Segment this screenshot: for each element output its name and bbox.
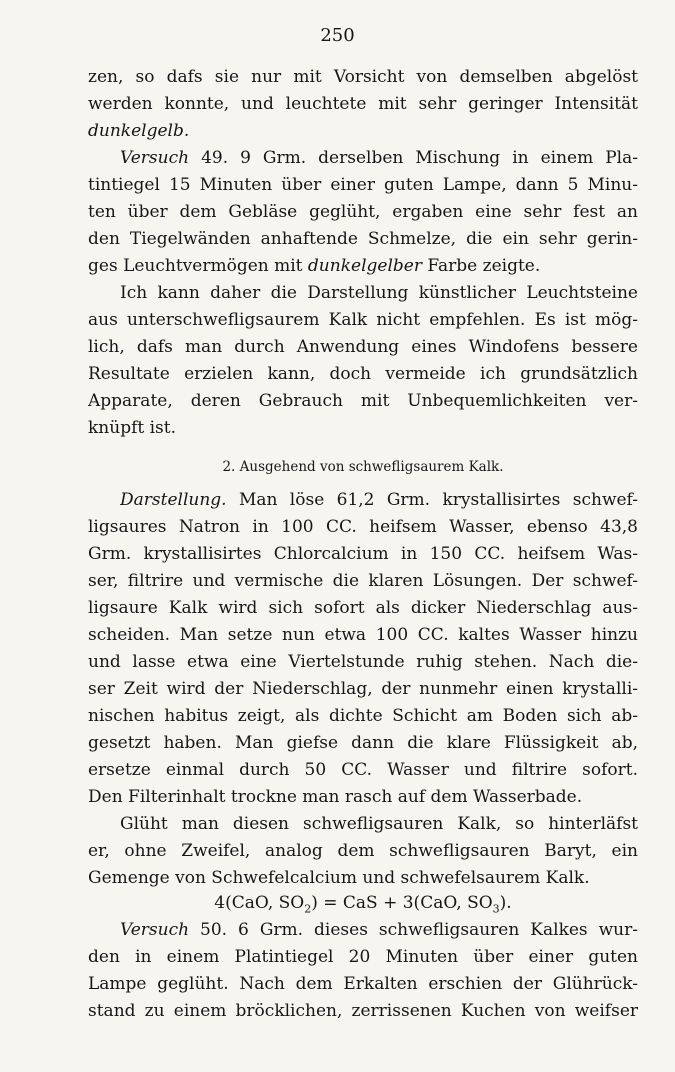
text-line: Apparate, deren Gebrauch mit Unbequemlichkeiten ver-	[88, 391, 638, 411]
text-line: werden konnte, und leuchtete mit sehr geringer Intensität	[88, 94, 638, 114]
text-line: ges Leuchtvermögen mit dunkelgelber Farbe zeigte.	[88, 256, 541, 276]
text-line: den Tiegelwänden anhaftende Schmelze, die ein sehr gerin-	[88, 229, 638, 249]
text-line: Den Filterinhalt trockne man rasch auf dem Wasserbade.	[88, 787, 583, 807]
text-line: den in einem Platintiegel 20 Minuten über einer guten	[88, 947, 638, 967]
text-line: knüpft ist.	[88, 418, 177, 438]
text-line: Versuch 49. 9 Grm. derselben Mischung in einem Pla-	[120, 148, 638, 168]
text-line: und lasse etwa eine Viertelstunde ruhig stehen. Nach die-	[88, 652, 638, 672]
text-line: scheiden. Man setze nun etwa 100 CC. kaltes Wasser hinzu	[88, 625, 638, 645]
page-number: 250	[320, 25, 355, 46]
text-line: lich, dafs man durch Anwendung eines Windofens bessere	[88, 337, 638, 357]
text-line: aus unterschwefligsaurem Kalk nicht empfehlen. Es ist mög-	[88, 310, 638, 330]
text-line: stand zu einem bröcklichen, zerrissenen Kuchen von weifser	[88, 1001, 638, 1021]
text-line: zen, so dafs sie nur mit Vorsicht von demselben abgelöst	[88, 67, 638, 87]
text-line: Darstellung. Man löse 61,2 Grm. krystallisirtes schwef-	[120, 490, 638, 510]
text-line: ten über dem Gebläse geglüht, ergaben eine sehr fest an	[88, 202, 638, 222]
text-line: Resultate erzielen kann, doch vermeide ich grundsätzlich	[88, 364, 638, 384]
chemical-formula: 4(CaO, $SO_2$) = CaS + 3(CaO, $SO_3$).	[214, 893, 512, 916]
text-line: ligsaure Kalk wird sich sofort als dicker Niederschlag aus-	[88, 598, 638, 618]
text-line: er, ohne Zweifel, analog dem schwefligsauren Baryt, ein	[88, 841, 638, 861]
text-line: Gemenge von Schwefelcalcium und schwefelsaurem Kalk.	[88, 868, 590, 888]
text-line: ersetze einmal durch 50 CC. Wasser und filtrire sofort.	[88, 760, 638, 780]
text-line: ser Zeit wird der Niederschlag, der nunmehr einen krystalli-	[88, 679, 638, 699]
text-line: gesetzt haben. Man giefse dann die klare Flüssigkeit ab,	[88, 733, 638, 753]
text-line: tintiegel 15 Minuten über einer guten Lampe, dann 5 Minu-	[88, 175, 638, 195]
text-line: nischen habitus zeigt, als dichte Schicht am Boden sich ab-	[88, 706, 638, 726]
text-line: ligsaures Natron in 100 CC. heifsem Wasser, ebenso 43,8	[88, 517, 638, 537]
text-line: Versuch 50. 6 Grm. dieses schwefligsauren Kalkes wur-	[120, 920, 638, 940]
text-line: Grm. krystallisirtes Chlorcalcium in 150 CC. heifsem Was-	[88, 544, 638, 564]
text-line: Glüht man diesen schwefligsauren Kalk, so hinterläfst	[120, 814, 638, 834]
text-line: Ich kann daher die Darstellung künstlicher Leuchtsteine	[120, 283, 638, 303]
text-line: Lampe geglüht. Nach dem Erkalten erschien der Glührück-	[88, 974, 638, 994]
section-heading: 2. Ausgehend von schwefligsaurem Kalk.	[222, 459, 504, 475]
text-line: dunkelgelb.	[88, 121, 190, 141]
text-line: ser, filtrire und vermische die klaren Lösungen. Der schwef-	[88, 571, 638, 591]
